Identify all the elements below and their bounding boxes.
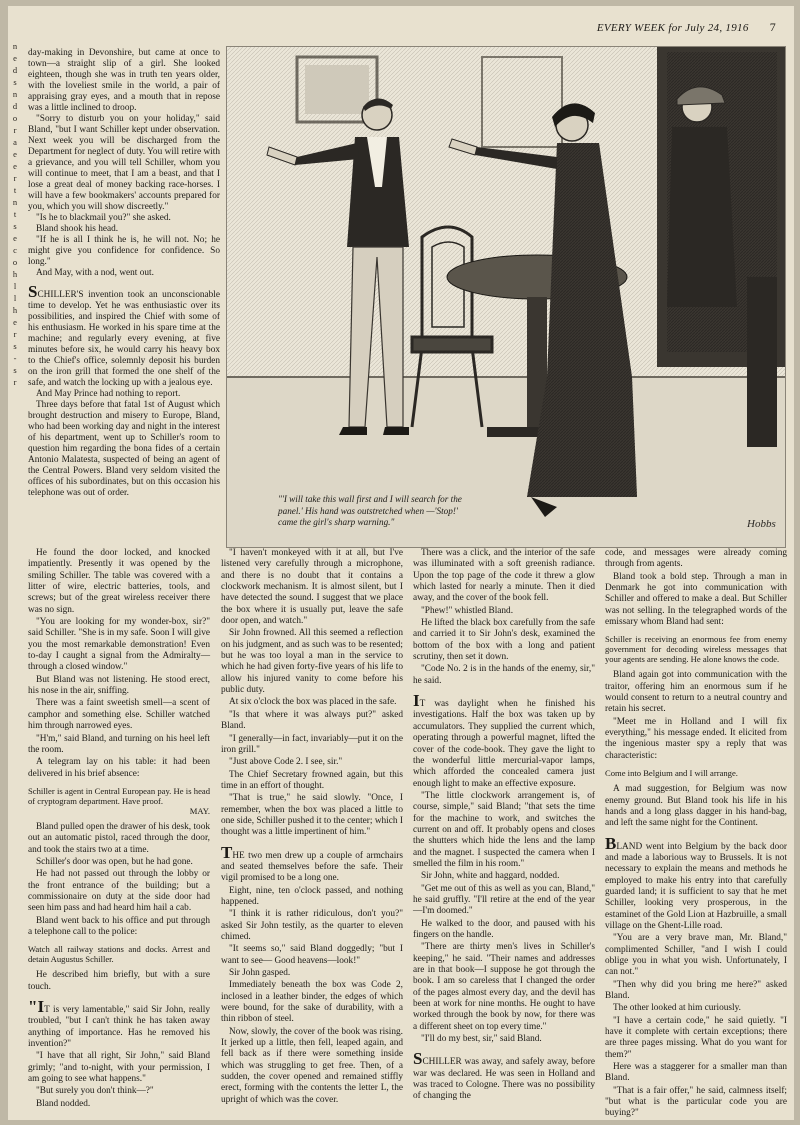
illustration-drawing <box>227 47 785 547</box>
paragraph: "Phew!" whistled Bland. <box>421 605 514 616</box>
section-paragraph: BLAND went into Belgium by the back door and made a laborious way to Brussels. It is not necessary to explain the means and methods he employed to make his entry into that carefully guarded land; it is sufficient to say that he met Schiller, looking very prosperous, in the estaminet of the Gold Lion at Hazbruille, a small village on the Ghent-Lille road. <box>605 833 788 931</box>
gutter-letter: t <box>13 185 17 195</box>
paragraph: "That is true," he said slowly. "Once, I remember, when the box was placed a little to one side, Schiller pushed it to the center; which I thought was a little impertinent of him." <box>221 793 403 838</box>
paragraph: "That is a fair offer," he said, calmness itself; "but what is the particular code you are buying?" <box>605 1085 787 1119</box>
paragraph: "I have a certain code," he said quietly. "I have it complete with certain exceptions; there are three pages missing. What do you want for them?" <box>605 1015 787 1060</box>
gutter-letter: r <box>13 125 17 135</box>
gutter-letter: e <box>13 53 17 63</box>
section-paragraph: "IT is very lamentable," said Sir John, really troubled, "but I can't think he has taken away anything of importance. Has he removed his invention?" <box>28 997 210 1050</box>
paragraph: Sir John frowned. All this seemed a reflection on his judgment, and as such was to be resented; but he was too loyal a man in the service to which he had given forty-five years of his life to allow his injured vanity to come before his public duty. <box>221 628 403 696</box>
gutter-letter: n <box>12 89 18 99</box>
drop-cap: S <box>413 1049 423 1069</box>
paragraph: Bland nodded. <box>36 1098 91 1109</box>
section-paragraph: SCHILLER was away, and safely away, before war was declared. He was seen in Holland and was traced to Cologne. There was no possibility of changing the <box>413 1049 595 1102</box>
paragraph: "Get me out of this as well as you can, Bland," he said gruffly. "I'll retire at the end of the year—I'm doomed." <box>413 883 595 917</box>
drop-cap: S <box>28 282 38 301</box>
paragraph: "It seems so," said Bland doggedly; "but I want to see— Good heavens—look!" <box>221 944 403 966</box>
paragraph: "The little clockwork arrangement is, of course, simple," said Bland; "that sets the time for the machine to work, and switches the current on and off. It probably opens and closes the shutters which hide the lens and the lamp and the magnet. I suspected the camera when I smelled the film in his room." <box>413 790 595 869</box>
gutter-letter: n <box>12 41 18 51</box>
paragraph: Now, slowly, the cover of the book was rising. It jerked up a little, then fell, leaped again, and fell back as if there were something inside which was struggling to get free. Then, of a sudden, the cover opened and remained stiffly erect, forming with the contents the letter L, the upright of which was the cover. <box>221 1026 403 1105</box>
text-column-1 <box>28 548 210 1111</box>
gutter-letter: c <box>13 245 17 255</box>
paragraph: He walked to the door, and paused with his fingers on the handle. <box>413 918 595 940</box>
gutter-letter: a <box>13 137 17 147</box>
paragraph: "Is he to blackmail you?" she asked. <box>36 213 171 223</box>
telegram: Watch all railway stations and docks. Arrest and detain Augustus Schiller. <box>28 944 210 965</box>
drop-cap: I <box>413 691 420 711</box>
paragraph: "I'll do my best, sir," said Bland. <box>421 1034 542 1045</box>
gutter-letter: r <box>13 329 17 339</box>
paragraph: Bland again got into communication with the traitor, offering him an enormous sum if he would consent to return to a neutral country and retain his secret. <box>605 670 787 715</box>
section-paragraph: IT was daylight when he finished his investigations. Half the box was taken up by accumulators. They supplied the current which, operating through a powerful magnet, lifted the cover of the code-book. They gave the light to the wonderful little mercurial-vapor lamps, which afforded the concealed camera just enough light to make an effective exposure. <box>413 691 595 789</box>
gutter-letter: e <box>13 317 17 327</box>
telegram: Come into Belgium and I will arrange. <box>605 768 738 779</box>
paragraph: "Then why did you bring me here?" asked Bland. <box>605 979 787 1001</box>
paragraph: Eight, nine, ten o'clock passed, and nothing happened. <box>221 885 403 907</box>
drop-cap: "I <box>28 997 45 1016</box>
gutter-letters <box>8 40 22 388</box>
paragraph: Three days before that fatal 1st of August which brought destruction and misery to Europe, Bland, who had been working day and night in the interest of his department, went up to Schiller's room to question him regarding the bona fides of a certain Antonio Malatesta, suspected of being an agent of the Central Powers. Bland very seldom visited the offices of his subordinates, but on this occasion his telephone was out of order. <box>28 400 220 498</box>
drop-cap: B <box>605 833 617 853</box>
gutter-letter: l <box>13 293 17 303</box>
gutter-letter: o <box>12 113 18 123</box>
gutter-letter: e <box>13 233 17 243</box>
gutter-letter: r <box>13 173 17 183</box>
paragraph: He described him briefly, but with a sure touch. <box>28 970 210 992</box>
text-column-2 <box>221 548 403 1107</box>
gutter-letter: - <box>13 353 17 363</box>
paragraph: Sir John gasped. <box>229 968 291 979</box>
story-illustration <box>226 46 786 548</box>
paragraph: Bland took a bold step. Through a man in Denmark he got into communication with Schiller and offered to make a deal. But Schiller was not selling. In the telegraphed words of the emissary whom Bland had sent: <box>605 571 787 628</box>
paragraph: The Chief Secretary frowned again, but this time in an effort of thought. <box>221 769 403 791</box>
paragraph: But Bland was not listening. He stood erect, his nose in the air, sniffing. <box>28 674 210 697</box>
illustration-caption: "'I will take this wall first and I will search for the panel.' His hand was outstretched when —'Stop!' came the girl's sharp warning." <box>278 494 462 527</box>
page-number: 7 <box>769 20 776 34</box>
paragraph: "Code No. 2 is in the hands of the enemy, sir," he said. <box>413 664 595 686</box>
paragraph: Immediately beneath the box was Code 2, inclosed in a leather binder, the edges of which were bound, for the sake of durability, with a thin ribbon of steel. <box>221 980 403 1025</box>
telegram-signature: MAY. <box>189 805 210 816</box>
paragraph: There was a click, and the interior of the safe was illuminated with a soft greenish radiance. Upon the top page of the code it threw a glow which lasted for nearly a minute. Then it died away, and the cover of the book fell. <box>413 548 595 604</box>
paragraph: "You are looking for my wonder-box, sir?" said Schiller. "She is in my safe. Soon I will give you the most remarkable demonstration! Even to-day I caught a signal from the Admiralty—through a closed window." <box>28 617 210 673</box>
paragraph: He had not passed out through the lobby or the front entrance of the building; but a commissionaire on duty at the side door had seen him pass and had heard him hail a cab. <box>28 869 210 914</box>
paragraph: There was a faint sweetish smell—a scent of camphor and something else. Schiller watched him through narrowed eyes. <box>28 698 210 732</box>
paragraph: Bland went back to his office and put through a telephone call to the police: <box>28 915 210 937</box>
gutter-letter: s <box>13 341 17 351</box>
section-paragraph: THE two men drew up a couple of armchairs and seated themselves before the safe. Their vigil promised to be a long one. <box>221 842 403 884</box>
paragraph: Bland pulled open the drawer of his desk, took out an automatic pistol, raced through the door, and took the stairs two at a time. <box>28 821 210 855</box>
gutter-letter: t <box>13 209 17 219</box>
paragraph: "I haven't monkeyed with it at all, but I've listened very carefully through a microphone, and there is no doubt that it contains a clockwork mechanism. It is almost silent, but I have detected the sound. I suggest that we place the box where it is usually put, leave the safe door open, and watch." <box>221 548 403 627</box>
gutter-letter: r <box>13 377 17 387</box>
paragraph: A mad suggestion, for Belgium was now enemy ground. But Bland took his life in his hands and a long glass dagger in his hand-bag, and left the same night for the Continent. <box>605 784 787 829</box>
paragraph: A telegram lay on his table: it had been delivered in his brief absence: <box>28 757 210 779</box>
gutter-letter: e <box>13 149 17 159</box>
gutter-letter: o <box>12 257 18 267</box>
paragraph: And May Prince had nothing to report. <box>36 389 181 399</box>
paragraph: "Is that where it was always put?" asked Bland. <box>221 709 403 732</box>
paragraph: Bland shook his head. <box>36 224 119 234</box>
section-paragraph: SCHILLER'S invention took an unconscionable time to develop. Yet he was enthusiastic over its possibilities, and inspired the Chief with some of his enthusiasm. He worked in his spare time at the machine; and regularly every evening, at five minutes before six, he would carry his heavy box to the Chief's office, solemnly deposit his burden on the iron grill that formed the one shelf of the safe, and watch the locking up with a jealous eye. <box>28 282 220 388</box>
text-column-3 <box>413 548 595 1104</box>
paragraph: "I generally—in fact, invariably—put it on the iron grill." <box>221 733 403 755</box>
gutter-letter: e <box>13 161 17 171</box>
gutter-letter: n <box>12 197 18 207</box>
paragraph: The other looked at him curiously. <box>613 1003 741 1014</box>
gutter-letter: s <box>13 365 17 375</box>
paragraph: "I have that all right, Sir John," said Bland grimly; "and to-night, with your permission, I am going to see what happens." <box>28 1051 210 1085</box>
paragraph: Schiller's door was open, but he had gone. <box>36 856 193 867</box>
paragraph: "I think it is rather ridiculous, don't you?" asked Sir John testily, as the quarter to eleven chimed. <box>221 909 403 942</box>
header-title: EVERY WEEK for July 24, 1916 <box>596 22 749 34</box>
paragraph: Here was a staggerer for a smaller man than Bland. <box>605 1062 787 1084</box>
paragraph: "Just above Code 2. I see, sir." <box>229 757 343 768</box>
gutter-letter: s <box>13 221 17 231</box>
paragraph: "Meet me in Holland and I will fix everything," his message ended. It elicited from the ingenious master spy a reply that was characteristic: <box>605 716 787 761</box>
gutter-letter: h <box>12 269 18 279</box>
paragraph: "But surely you don't think—?" <box>36 1086 154 1097</box>
gutter-letter: d <box>12 101 18 111</box>
page-header <box>597 20 776 35</box>
paragraph: "If he is all I think he is, he will not. No; he might give you confidence for confidence. So long." <box>28 235 220 267</box>
artist-signature: Hobbs <box>747 518 776 530</box>
paragraph: "H'm," said Bland, and turning on his heel left the room. <box>28 733 210 755</box>
left-column-top <box>28 48 220 499</box>
paragraph: He found the door locked, and knocked impatiently. Presently it was opened by the smiling Schiller. The table was covered with a litter of wire, electric batteries, tools, and screws; but of the great wireless receiver there was no sign. <box>28 548 210 615</box>
paragraph: And May, with a nod, went out. <box>36 268 154 278</box>
gutter-letter: s <box>13 77 17 87</box>
telegram: Schiller is agent in Central European pay. He is head of cryptogram department. Have proof. MAY. <box>28 785 210 816</box>
magazine-page <box>8 6 794 1120</box>
paragraph: "You are a very brave man, Mr. Bland," complimented Schiller, "and I wish I could oblige you in what you wish. Unfortunately, I can not." <box>605 933 787 978</box>
drop-cap: T <box>221 842 233 862</box>
gutter-letter: h <box>12 305 18 315</box>
gutter-letter: d <box>12 65 18 75</box>
gutter-letter: l <box>13 281 17 291</box>
paragraph: At six o'clock the box was placed in the safe. <box>229 697 397 708</box>
paragraph: Sir John, white and haggard, nodded. <box>421 871 560 882</box>
paragraph: code, and messages were already coming through from agents. <box>605 548 787 570</box>
paragraph: day-making in Devonshire, but came at once to town—a straight slip of a girl. She looked eighteen, though she was in truth ten years older, with the loveliest smile in the world, a pair of appraising gray eyes, and a mouth that in repose was a little inclined to droop. <box>28 48 220 113</box>
telegram: Schiller is receiving an enormous fee from enemy government for decoding wireless messages that your agents are sending. He alone knows the code. <box>605 634 787 665</box>
text-column-4 <box>605 548 787 1120</box>
paragraph: "Sorry to disturb you on your holiday," said Bland, "but I want Schiller kept under observation. Next week you will be discharged from the Department for neglect of duty. You will retire with a grievance, and you will tell Schiller, whom you will continue to meet, that I am a beast, and that I lose a great deal of money backing race-horses. I will have a few bookmakers' accounts prepared for you, which you will show discreetly." <box>28 114 220 212</box>
paragraph: He lifted the black box carefully from the safe and carried it to Sir John's desk, examined the bottom of the box with a long and patient scrutiny, then set it down. <box>413 618 595 663</box>
paragraph: "There are thirty men's lives in Schiller's keeping," he said. "Their names and addresses are in that book—I suppose he got through the book. I am so careless that I changed the order of the pages almost every day, and the devil has been at work for nine months. He ought to have worked through the book by now, for there was a different sheet on top every time." <box>413 942 595 1032</box>
